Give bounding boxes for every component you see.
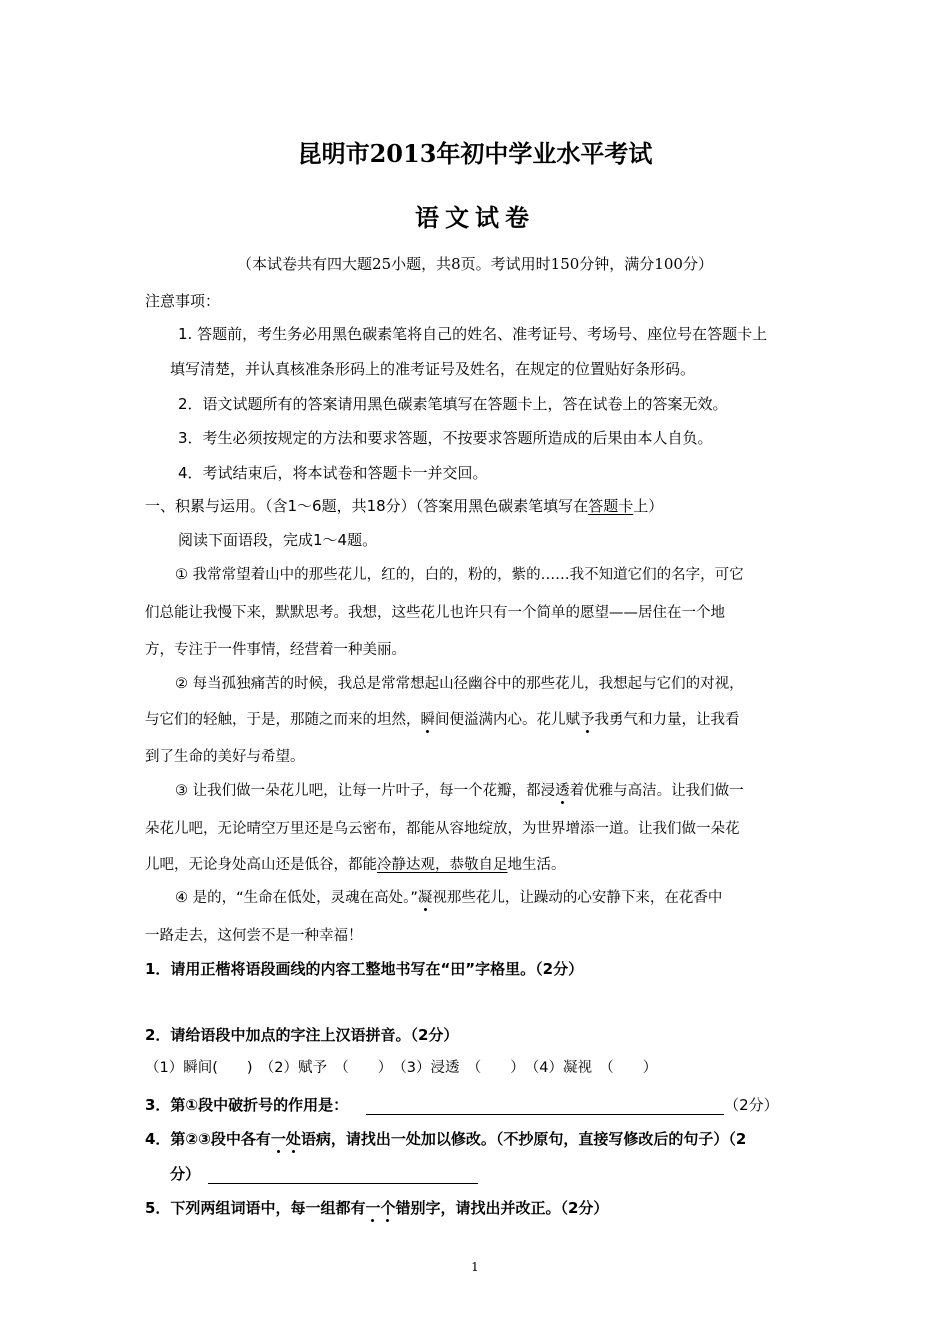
question-4-score: 分） xyxy=(170,1165,201,1183)
exam-subtitle: 语文试卷 xyxy=(415,203,535,232)
passage-p2-line2-a: 与它们的轻触，于是，那随之而来的坦然， xyxy=(145,712,421,728)
passage-p3-line3-b: 地生活。 xyxy=(507,857,566,873)
question-4-b: 语病，请找出一处加以修改。（不抄原句，直接写修改后的句子）（2 xyxy=(300,1130,747,1148)
note-item-3: 3．考生必须按规定的方法和要求答题，不按要求答题所造成的后果由本人自负。 xyxy=(178,429,713,447)
notes-heading: 注意事项： xyxy=(145,292,221,310)
passage-p4-line2: 一路走去，这何尝不是一种幸福！ xyxy=(145,928,363,944)
question-5 xyxy=(145,1197,608,1218)
passage-p3-line2: 朵花儿吧，无论晴空万里还是乌云密布，都能从容地绽放，为世界增添一道。让我们做一朵花 xyxy=(145,821,740,837)
question-3 xyxy=(145,1094,779,1115)
underlined-phrase: 冷静达观，恭敬自足 xyxy=(377,857,508,873)
passage-p2-line2 xyxy=(145,708,740,729)
dotted-char-yi: 一 xyxy=(270,1130,286,1148)
passage-p3-line1-a: ③ 让我们做一朵花儿吧，让每一片叶子，每一个花瓣，都浸 xyxy=(175,783,556,799)
question-5-b: 错别字，请找出并改正。（2分） xyxy=(395,1199,609,1217)
dotted-char-shun: 瞬 xyxy=(420,712,435,728)
passage-p3-line3 xyxy=(145,853,566,874)
passage-p4-line1-b: 视那些花儿，让躁动的心安静下来，在花香中 xyxy=(432,890,723,906)
question-5-a: 5．下列两组词语中，每一组都有 xyxy=(145,1199,366,1217)
note-item-4: 4．考试结束后，将本试卷和答题卡一并交回。 xyxy=(178,464,488,482)
passage-p3-line1-b: 着优雅与高洁。让我们做一 xyxy=(569,783,744,799)
question-1: 1．请用正楷将语段画线的内容工整地书写在“田”字格里。（2分） xyxy=(145,960,584,978)
question-4 xyxy=(145,1128,746,1149)
passage-p1-line1: ① 我常常望着山中的那些花儿，红的，白的，粉的，紫的……我不知道它们的名字，可它 xyxy=(175,567,744,583)
dotted-char-tou: 透 xyxy=(555,783,570,799)
question-2-options: （1）瞬间( ) （2）赋予 （ ） （3）浸透 （ ） （4）凝视 （ ） xyxy=(145,1060,658,1076)
dotted-char-yi-2: 一 xyxy=(365,1199,381,1217)
passage-p2-line2-b: 间便溢满内心。花儿赋 xyxy=(435,712,580,728)
passage-p1-line3: 方，专注于一件事情，经营着一种美丽。 xyxy=(145,642,406,658)
passage-p3-line3-a: 儿吧，无论身处高山还是低谷，都能 xyxy=(145,857,377,873)
note-item-1-line2: 填写清楚，并认真核准条形码上的准考证号及姓名，在规定的位置贴好条形码。 xyxy=(170,360,696,378)
question-3-suffix: （2分） xyxy=(724,1096,779,1114)
dotted-char-yu: 予 xyxy=(580,712,595,728)
answer-blank-q3[interactable] xyxy=(366,1098,724,1115)
question-4-line2 xyxy=(170,1163,478,1184)
question-2: 2．请给语段中加点的字注上汉语拼音。（2分） xyxy=(145,1026,459,1044)
exam-info: （本试卷共有四大题25小题，共8页。考试用时150分钟，满分100分） xyxy=(237,255,713,273)
dotted-char-ge: 个 xyxy=(380,1199,396,1217)
exam-title: 昆明市2013年初中学业水平考试 xyxy=(297,139,653,168)
dotted-char-chu: 处 xyxy=(285,1130,301,1148)
passage-p4-line1 xyxy=(175,886,722,907)
section1-instruction: 阅读下面语段，完成1～4题。 xyxy=(178,531,378,549)
dotted-char-ning: 凝 xyxy=(417,890,433,906)
note-item-2: 2．语文试题所有的答案请用黑色碳素笔填写在答题卡上，答在试卷上的答案无效。 xyxy=(178,395,728,413)
question-3-prefix: 3．第①段中破折号的作用是： xyxy=(145,1096,349,1114)
section1-heading xyxy=(145,495,663,516)
answer-blank-q4[interactable] xyxy=(208,1167,478,1184)
section1-heading-end: 上） xyxy=(633,497,664,515)
passage-p4-line1-a: ④ 是的，“生命在低处，灵魂在高处。” xyxy=(175,890,418,906)
note-item-1-line1: 1. 答题前，考生务必用黑色碳素笔将自己的姓名、准考证号、考场号、座位号在答题卡上 xyxy=(178,325,768,343)
passage-p3-line1 xyxy=(175,779,744,800)
page-number: 1 xyxy=(471,1260,479,1274)
question-4-a: 4．第②③段中各有 xyxy=(145,1130,271,1148)
section1-heading-link: 答题卡 xyxy=(588,497,634,515)
passage-p2-line1: ② 每当孤独痛苦的时候，我总是常常想起山径幽谷中的那些花儿，我想起与它们的对视， xyxy=(175,676,744,692)
passage-p1-line2: 们总能让我慢下来，默默思考。我想，这些花儿也许只有一个简单的愿望——居住在一个地 xyxy=(145,605,725,621)
section1-heading-main: 一、积累与运用。（含1～6题，共18分）（答案用黑色碳素笔填写在 xyxy=(145,497,589,515)
passage-p2-line2-c: 我勇气和力量，让我看 xyxy=(594,712,740,728)
passage-p2-line3: 到了生命的美好与希望。 xyxy=(145,749,305,765)
